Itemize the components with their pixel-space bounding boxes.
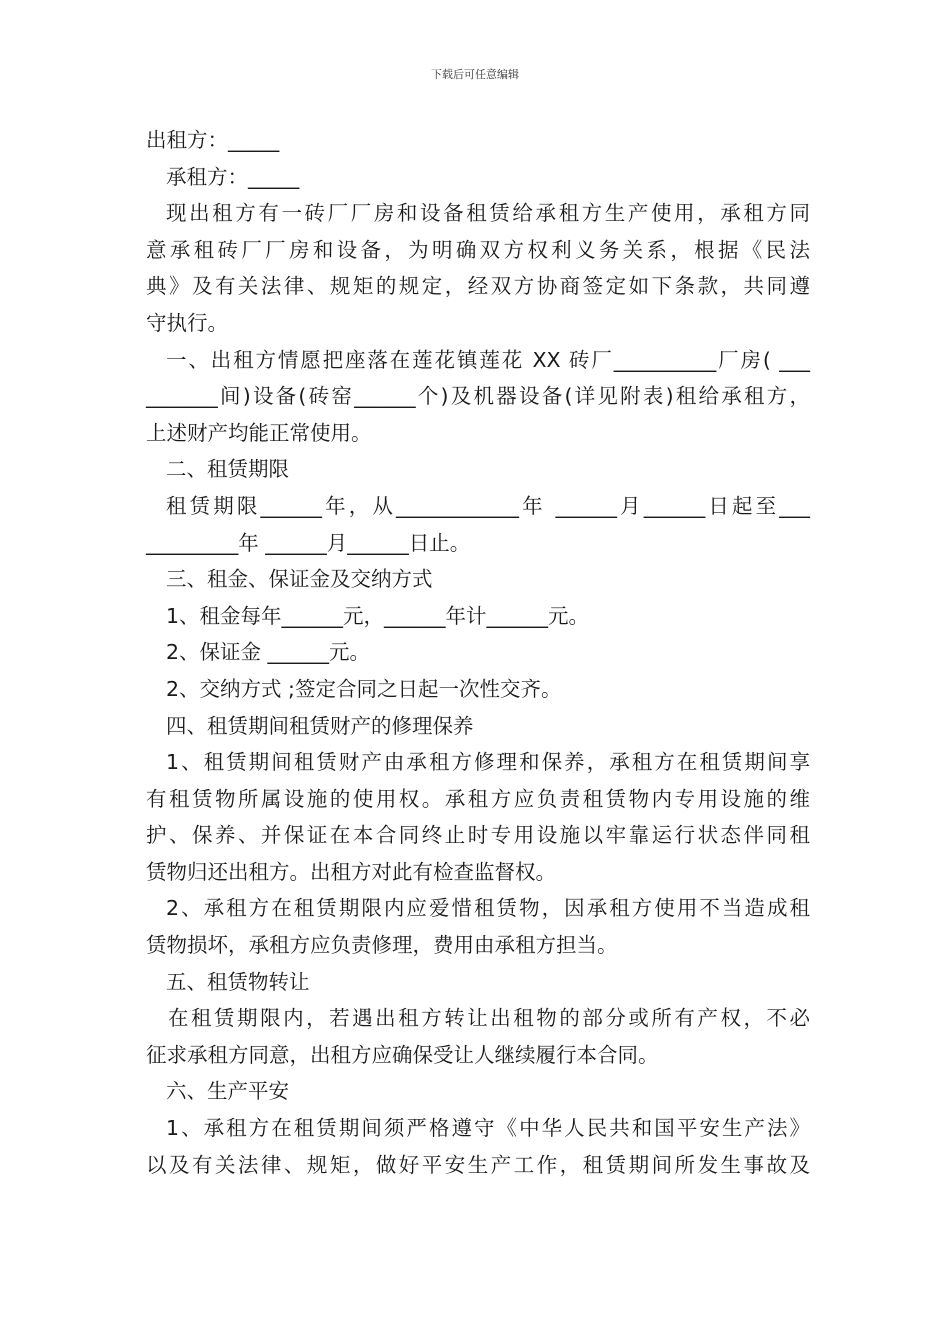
section-heading: 三、租金、保证金及交纳方式: [166, 567, 433, 592]
clause-4-line: 赁物损坏，承租方应负责修理，费用由承租方担当。: [146, 933, 618, 958]
clause-4-line: 护、保养、并保证在本合同终止时专用设施以牢靠运行状态伴同租: [146, 823, 810, 848]
clause-4-line: 1、租赁期间租赁财产由承租方修理和保养，承租方在租赁期间享: [166, 750, 810, 775]
clause-4-line: 2、承租方在租赁期限内应爱惜租赁物，因承租方使用不当造成租: [166, 896, 810, 921]
clause-3-line: 1、租金每年______元，______年计______元。: [166, 603, 590, 628]
clause-3-line: 2、保证金 ______元。: [166, 640, 371, 665]
preamble-line: 典》及有关法律、规矩的规定，经双方协商签定如下条款，共同遵: [146, 274, 810, 299]
lessor-line: 出租方：_____: [146, 128, 280, 152]
preamble-line: 现出租方有一砖厂厂房和设备租赁给承租方生产使用，承租方同: [166, 201, 810, 226]
clause-3-line: 2、交纳方式 ;签定合同之日起一次性交齐。: [166, 676, 562, 701]
clause-5-line: 在租赁期限内，若遇出租方转让出租物的部分或所有产权，不必: [168, 1006, 810, 1031]
clause-1-line: _______间)设备(砖窑______个)及机器设备(详见附表)租给承租方，: [146, 384, 810, 409]
clause-4-line: 赁物归还出租方。出租方对此有检查监督权。: [146, 859, 556, 884]
preamble-line: 守执行。: [146, 310, 228, 335]
preamble-line: 意承租砖厂厂房和设备，为明确双方权利义务关系，根据《民法: [146, 237, 810, 262]
clause-2-line: _________年 ______月______日止。: [146, 530, 471, 555]
page-header: 下载后可任意编辑: [431, 68, 519, 81]
clause-5-line: 征求承租方同意，出租方应确保受让人继续履行本合同。: [146, 1042, 659, 1067]
clause-1-line: 上述财产均能正常使用。: [146, 420, 372, 445]
clause-4-line: 有租赁物所属设施的使用权。承租方应负责租赁物内专用设施的维: [146, 786, 810, 811]
lessee-line: 承租方：_____: [166, 164, 300, 189]
document-body: [146, 122, 810, 1183]
clause-1-line: 一、出租方情愿把座落在莲花镇莲花 XX 砖厂__________厂房( ___: [166, 347, 810, 372]
section-heading: 六、生产平安: [166, 1079, 289, 1104]
clause-6-line: 以及有关法律、规矩，做好平安生产工作，租赁期间所发生事故及: [146, 1152, 810, 1177]
section-heading: 四、租赁期间租赁财产的修理保养: [166, 713, 474, 738]
clause-6-line: 1、承租方在租赁期间须严格遵守《中华人民共和国平安生产法》: [166, 1116, 810, 1141]
clause-2-line: 租赁期限______年，从____________年 ______月______日起至___: [166, 493, 811, 518]
section-heading: 二、租赁期限: [166, 457, 289, 482]
section-heading: 五、租赁物转让: [166, 969, 310, 994]
